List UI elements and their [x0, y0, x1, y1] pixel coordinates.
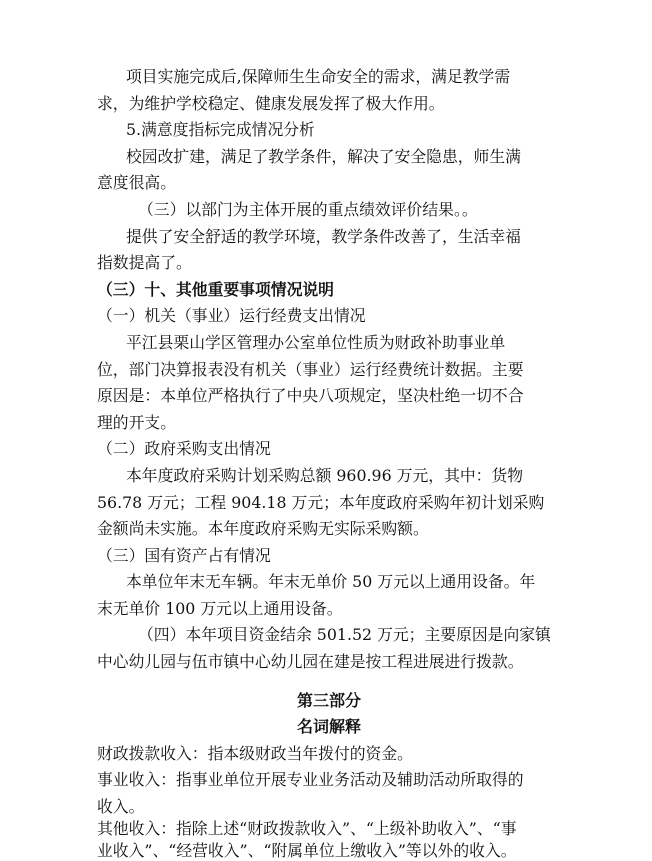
- definition-line: 业收入”、“经营收入”、“附属单位上缴收入”等以外的收入。: [97, 840, 517, 860]
- part-title: 第三部分: [296, 690, 361, 710]
- paragraph-line: 理的开支。: [97, 412, 176, 432]
- paragraph-line: 校园改扩建，满足了教学条件，解决了安全隐患，师生满: [126, 146, 521, 166]
- paragraph-line: 位，部门决算报表没有机关（事业）运行经费统计数据。主要: [97, 359, 524, 379]
- paragraph-line: 原因是：本单位严格执行了中央八项规定，坚决杜绝一切不合: [97, 386, 524, 406]
- section-heading: （三）以部门为主体开展的重点绩效评价结果。。: [138, 199, 478, 219]
- paragraph-line: 指数提高了。: [97, 253, 192, 273]
- paragraph-line: 金额尚未实施。本年度政府采购无实际采购额。: [97, 519, 429, 539]
- paragraph-line: （四）本年项目资金结余 501.52 万元；主要原因是向家镇: [138, 625, 551, 645]
- section-heading-bold: （三）十、其他重要事项情况说明: [97, 279, 334, 299]
- section-heading: （二）政府采购支出情况: [97, 439, 271, 459]
- section-heading: 5.满意度指标完成情况分析: [126, 120, 315, 140]
- definition-line: 收入。: [97, 796, 145, 816]
- paragraph-line: 项目实施完成后,保障师生生命安全的需求，满足教学需: [126, 66, 511, 86]
- paragraph-line: 提供了安全舒适的教学环境，教学条件改善了，生活幸福: [126, 226, 521, 246]
- paragraph-line: 本单位年末无车辆。年末无单价 50 万元以上通用设备。年: [126, 572, 536, 592]
- paragraph-line: 意度很高。: [97, 173, 176, 193]
- part-subtitle: 名词解释: [296, 717, 361, 737]
- section-heading: （三）国有资产占有情况: [97, 545, 271, 565]
- definition-line: 事业收入：指事业单位开展专业业务活动及辅助活动所取得的: [97, 770, 524, 790]
- paragraph-line: 平江县栗山学区管理办公室单位性质为财政补助事业单: [126, 332, 506, 352]
- paragraph-line: 求，为维护学校稳定、健康发展发挥了极大作用。: [97, 93, 445, 113]
- definition-line: 其他收入：指除上述“财政拨款收入”、“上级补助收入”、“事: [97, 818, 517, 838]
- paragraph-line: 本年度政府采购计划采购总额 960.96 万元，其中：货物: [126, 465, 524, 485]
- definition-line: 财政拨款收入：指本级财政当年拨付的资金。: [97, 743, 413, 763]
- paragraph-line: 中心幼儿园与伍市镇中心幼儿园在建是按工程进展进行拨款。: [97, 652, 524, 672]
- section-heading: （一）机关（事业）运行经费支出情况: [97, 306, 366, 326]
- paragraph-line: 末无单价 100 万元以上通用设备。: [97, 598, 343, 618]
- paragraph-line: 56.78 万元；工程 904.18 万元；本年度政府采购年初计划采购: [97, 492, 545, 512]
